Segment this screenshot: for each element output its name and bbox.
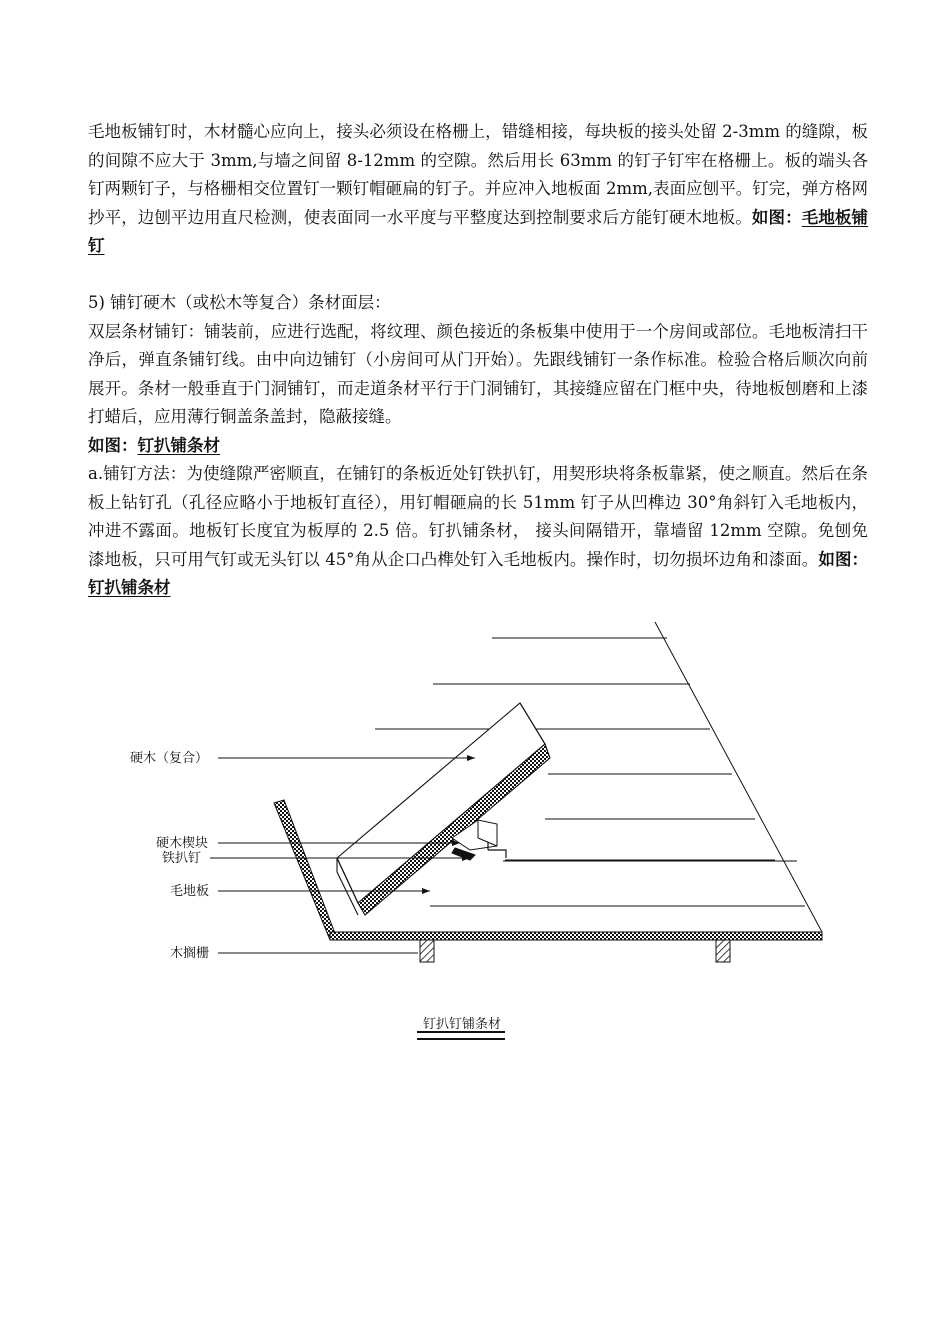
figure-ref-title: 毛地板铺钉 [88, 207, 869, 255]
figure-ref-label: 如图： [751, 207, 802, 227]
section-5 [88, 289, 868, 460]
figure-ref-label: 如图： [818, 549, 869, 569]
label-hardwood: 硬木（复合） [130, 751, 209, 766]
paragraph-subfloor [88, 118, 868, 261]
board-line [655, 622, 822, 932]
joist-right [716, 940, 730, 962]
flooring-diagram [0, 610, 950, 1050]
label-clamp-nail: 铁扒钉 [162, 851, 202, 866]
joist-left [420, 940, 434, 962]
section-body: 双层条材铺钉：铺装前，应进行选配，将纹理、颜色接近的条板集中使用于一个房间或部位。毛地板清扫干净后，弹直条铺钉线。由中向边铺钉（小房间可从门开始）。先跟线铺钉一条作标准。检验合格后顺次向前展开。条材一般垂直于门洞铺钉，而走道条材平行于门洞铺钉，其接缝应留在门框中央，待地板刨磨和上漆打蜡后，应用薄行铜盖条盖封，隐蔽接缝。 [88, 321, 868, 426]
figure-ref-label: 如图： [88, 435, 138, 455]
subfloor-band [330, 932, 822, 940]
section-heading: 5) 铺钉硬木（或松木等复合）条材面层： [88, 293, 391, 312]
label-joist: 木搁栅 [170, 946, 210, 961]
wall-hatch [274, 800, 336, 940]
label-wedge: 硬木楔块 [156, 836, 209, 851]
figure-ref-title: 钉扒铺条材 [88, 578, 171, 597]
hardwood-plank [337, 703, 550, 915]
label-subfloor: 毛地板 [170, 884, 210, 899]
paragraph-text: a.铺钉方法：为使缝隙严密顺直，在铺钉的条板近处钉铁扒钉，用契形块将条板靠紧，使之顺直。然后在条板上钻钉孔（孔径应略小于地板钉直径），用钉帽砸扁的长 51mm 钉子从凹榫边 30°角斜钉入毛地板内，冲进不露面。地板钉长度宜为板厚的 2.5 倍。钉扒铺条材， 接头间隔错开，靠墙留 12mm 空隙。免刨免漆地板，只可用气钉或无头钉以 45°角从企口凸榫处钉入毛地板内。操作时，切勿损坏边角和漆面。 [88, 464, 868, 569]
flooring-diagram-svg [0, 610, 950, 1050]
caption-double-underline [417, 1031, 505, 1040]
figure-ref-title: 钉扒铺条材 [137, 435, 220, 455]
paragraph-text: 毛地板铺钉时，木材髓心应向上，接头必须设在格栅上，错缝相接，每块板的接头处留 2-3mm 的缝隙，板的间隙不应大于 3mm,与墙之间留 8-12mm 的空隙。然后用长 63mm 的钉子钉牢在格栅上。板的端头各钉两颗钉子，与格栅相交位置钉一颗钉帽砸扁的钉子。并应冲入地板面 2mm,表面应刨平。钉完，弹方格网抄平，边刨平边用直尺检测，使表面同一水平度与平整度达到控制要求后方能钉硬木地板。 [88, 122, 868, 227]
paragraph-method-a [88, 460, 868, 603]
figure-caption: 钉扒钉铺条材 [422, 1017, 501, 1032]
